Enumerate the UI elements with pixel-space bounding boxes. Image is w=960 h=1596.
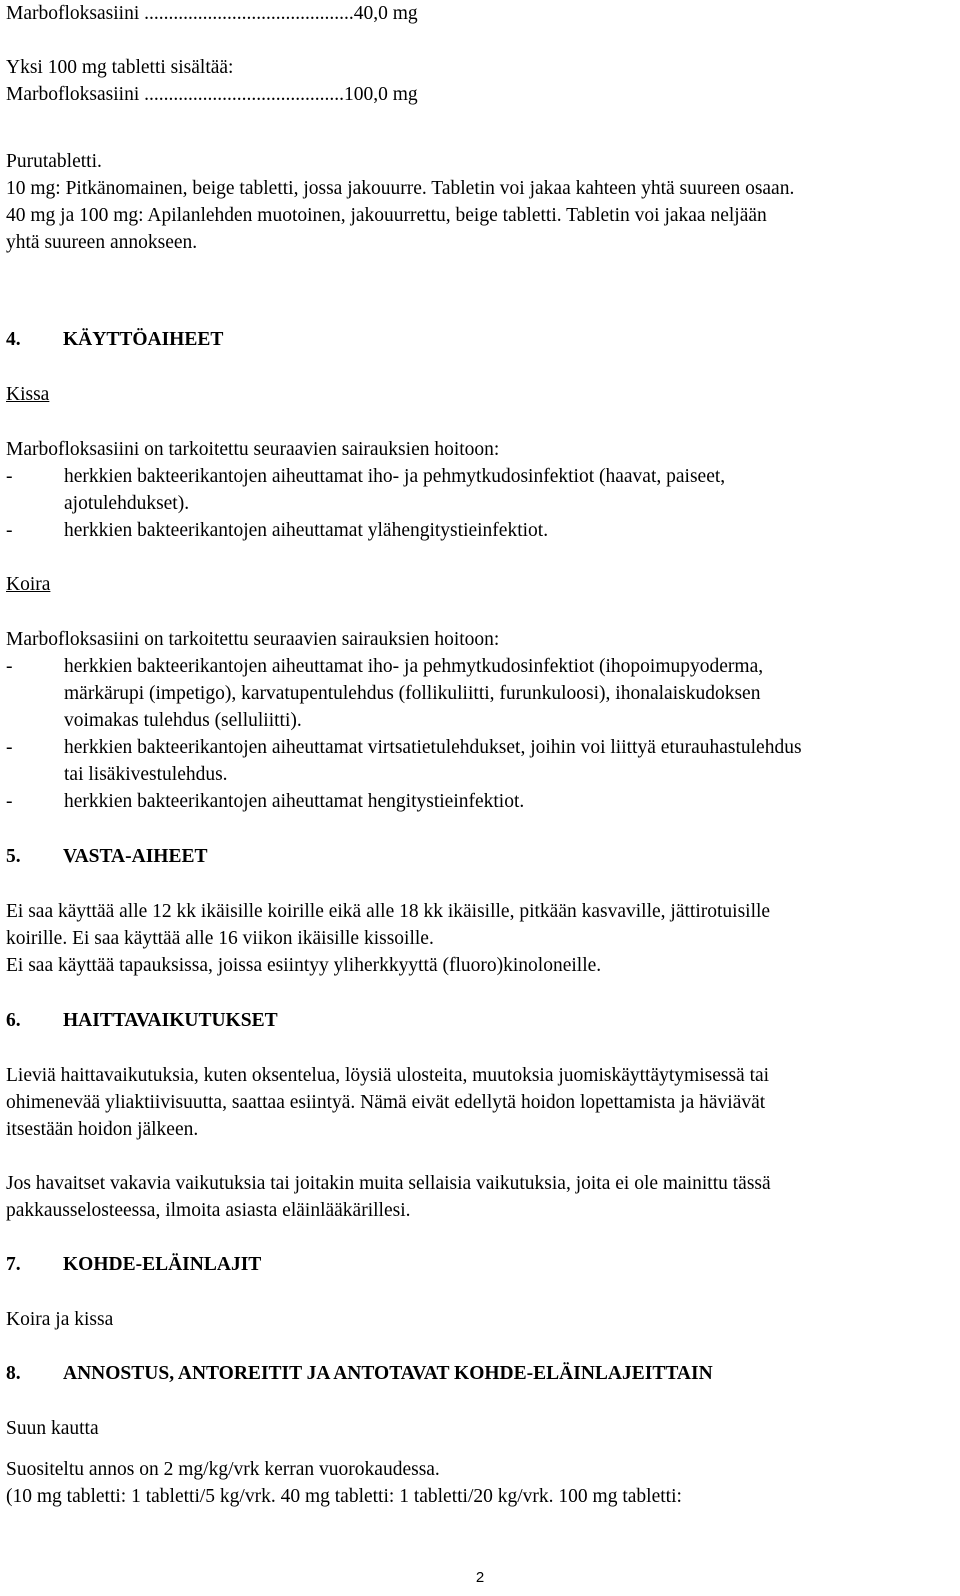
section-6-number: 6. bbox=[6, 1010, 21, 1031]
section-4-heading bbox=[6, 326, 223, 353]
dog-heading: Koira bbox=[6, 574, 51, 595]
adverse-p2-line-2: pakkausselosteessa, ilmoita asiasta eläinlääkärillesi. bbox=[6, 1200, 411, 1221]
section-4-number: 4. bbox=[6, 329, 21, 350]
composition-line-40mg: Marbofloksasiini ...........................................40,0 mg bbox=[6, 3, 418, 24]
target-species: Koira ja kissa bbox=[6, 1309, 114, 1330]
adverse-p1-line-2: ohimenevää yliaktiivisuutta, saattaa esiintyä. Nämä eivät edellytä hoidon lopettamista ja häviävät bbox=[6, 1092, 766, 1113]
form-line-2: 10 mg: Pitkänomainen, beige tabletti, jossa jakouurre. Tabletin voi jakaa kahteen yhtä suureen osaan. bbox=[6, 178, 795, 199]
section-5-title: VASTA-AIHEET bbox=[63, 846, 208, 867]
contra-line-3: Ei saa käyttää tapauksissa, joissa esiintyy yliherkkyyttä (fluoro)kinoloneille. bbox=[6, 955, 602, 976]
page-number: 2 bbox=[475, 1569, 485, 1586]
composition-heading-100mg: Yksi 100 mg tabletti sisältää: bbox=[6, 57, 234, 78]
dosage-line-2: (10 mg tabletti: 1 tabletti/5 kg/vrk. 40 mg tabletti: 1 tabletti/20 kg/vrk. 100 mg tabletti: bbox=[6, 1486, 682, 1507]
cat-item-1-line-2: ajotulehdukset). bbox=[64, 493, 190, 514]
dosage-line-1: Suositeltu annos on 2 mg/kg/vrk kerran vuorokaudessa. bbox=[6, 1459, 440, 1480]
dog-item-3-dash: - bbox=[6, 791, 13, 812]
dog-item-3-line-1: herkkien bakteerikantojen aiheuttamat hengitystieinfektiot. bbox=[64, 791, 525, 812]
section-8-heading bbox=[6, 1360, 713, 1387]
section-5-number: 5. bbox=[6, 846, 21, 867]
adverse-p1-line-1: Lieviä haittavaikutuksia, kuten oksentelua, löysiä ulosteita, muutoksia juomiskäyttäytymisessä tai bbox=[6, 1065, 770, 1086]
dog-item-1-line-2: märkärupi (impetigo), karvatupentulehdus (follikuliitti, furunkuloosi), ihonalaiskudoksen bbox=[64, 683, 761, 704]
dog-item-1-dash: - bbox=[6, 656, 13, 677]
form-line-4: yhtä suureen annokseen. bbox=[6, 232, 198, 253]
contra-line-2: koirille. Ei saa käyttää alle 16 viikon ikäisille kissoille. bbox=[6, 928, 434, 949]
dog-item-1-line-1: herkkien bakteerikantojen aiheuttamat iho- ja pehmytkudosinfektiot (ihopoimupyoderma, bbox=[64, 656, 764, 677]
dog-item-1-line-3: voimakas tulehdus (selluliitti). bbox=[64, 710, 302, 731]
cat-item-1-line-1: herkkien bakteerikantojen aiheuttamat iho- ja pehmytkudosinfektiot (haavat, paiseet, bbox=[64, 466, 726, 487]
section-8-title: ANNOSTUS, ANTOREITIT JA ANTOTAVAT KOHDE-ELÄINLAJEITTAIN bbox=[63, 1363, 713, 1384]
dog-item-2-line-1: herkkien bakteerikantojen aiheuttamat virtsatietulehdukset, joihin voi liittyä eturauhastulehdus bbox=[64, 737, 802, 758]
section-8-number: 8. bbox=[6, 1363, 21, 1384]
contra-line-1: Ei saa käyttää alle 12 kk ikäisille koirille eikä alle 18 kk ikäisille, pitkään kasvaville, jättirotuisille bbox=[6, 901, 771, 922]
dog-intro: Marbofloksasiini on tarkoitettu seuraavien sairauksien hoitoon: bbox=[6, 629, 500, 650]
composition-line-100mg: Marbofloksasiini .........................................100,0 mg bbox=[6, 84, 418, 105]
section-7-number: 7. bbox=[6, 1254, 21, 1275]
dog-item-2-dash: - bbox=[6, 737, 13, 758]
section-7-title: KOHDE-ELÄINLAJIT bbox=[63, 1254, 262, 1275]
cat-intro: Marbofloksasiini on tarkoitettu seuraavien sairauksien hoitoon: bbox=[6, 439, 500, 460]
section-4-title: KÄYTTÖAIHEET bbox=[63, 329, 224, 350]
adverse-p2-line-1: Jos havaitset vakavia vaikutuksia tai joitakin muita sellaisia vaikutuksia, joita ei ole mainittu tässä bbox=[6, 1173, 771, 1194]
form-line-1: Purutabletti. bbox=[6, 151, 102, 172]
section-6-heading bbox=[6, 1007, 278, 1034]
section-7-heading bbox=[6, 1251, 261, 1278]
cat-item-2-dash: - bbox=[6, 520, 13, 541]
section-5-heading bbox=[6, 843, 208, 870]
cat-item-2-line-1: herkkien bakteerikantojen aiheuttamat ylähengitystieinfektiot. bbox=[64, 520, 549, 541]
section-6-title: HAITTAVAIKUTUKSET bbox=[63, 1010, 278, 1031]
route-of-administration: Suun kautta bbox=[6, 1418, 99, 1439]
cat-heading: Kissa bbox=[6, 384, 50, 405]
adverse-p1-line-3: itsestään hoidon jälkeen. bbox=[6, 1119, 199, 1140]
dog-item-2-line-2: tai lisäkivestulehdus. bbox=[64, 764, 228, 785]
form-line-3: 40 mg ja 100 mg: Apilanlehden muotoinen, jakouurrettu, beige tabletti. Tabletin voi jakaa neljään bbox=[6, 205, 767, 226]
cat-item-1-dash: - bbox=[6, 466, 13, 487]
